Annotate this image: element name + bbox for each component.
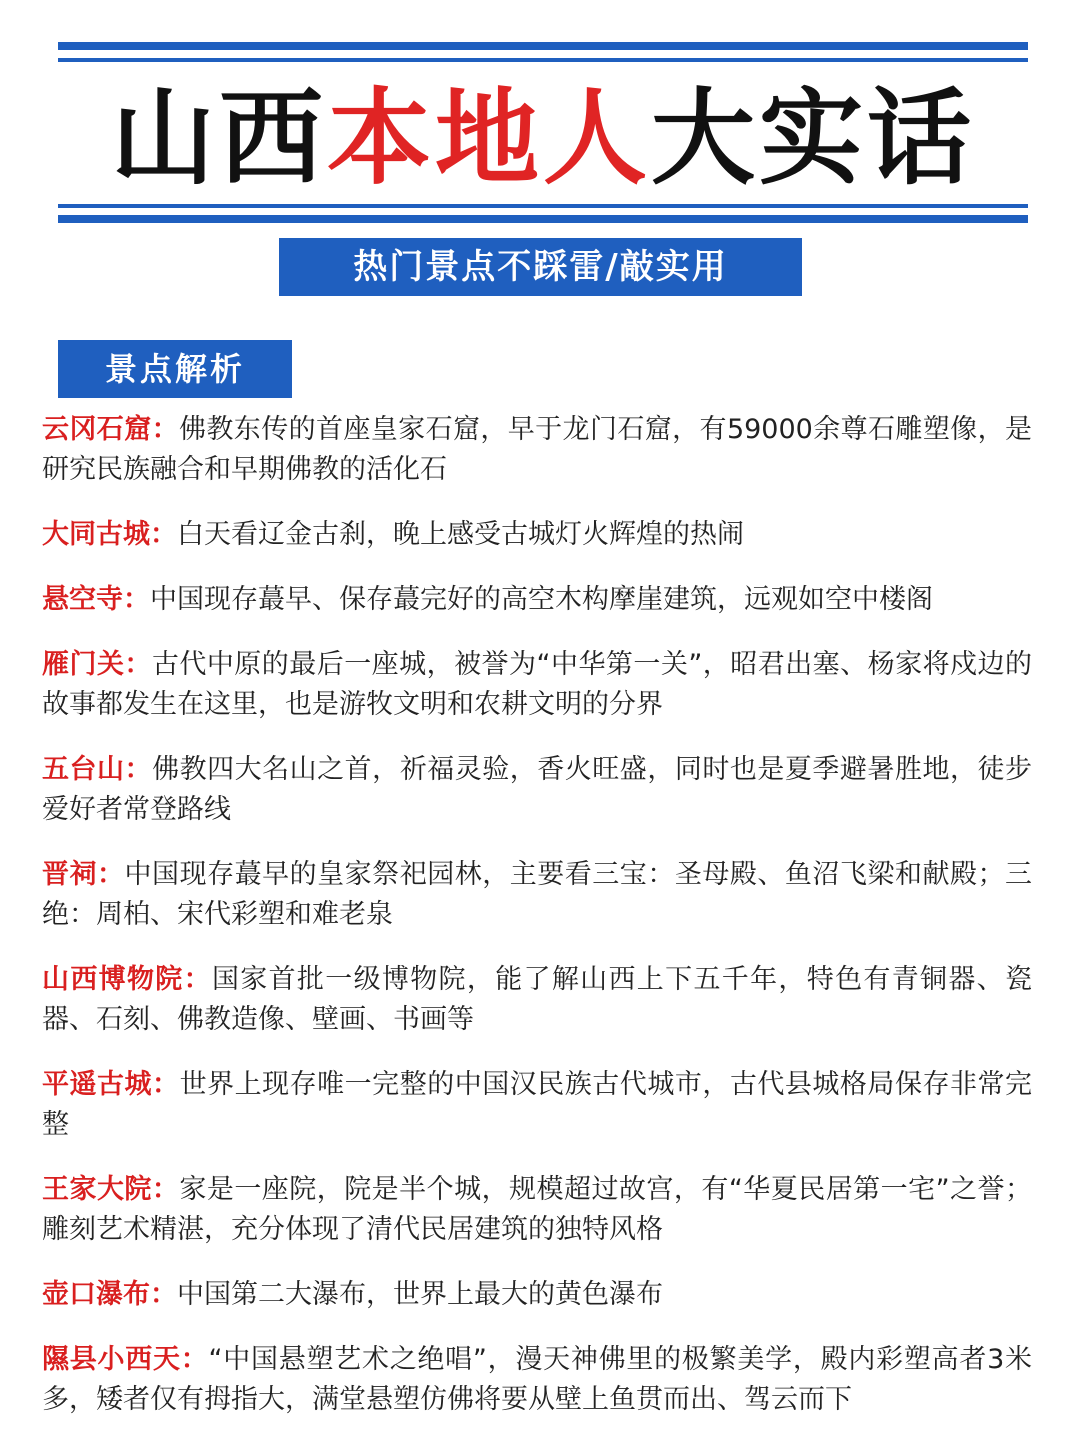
page-title (58, 78, 1028, 198)
item-name: 王家大院： (42, 1174, 180, 1205)
title-part-2: 大实话 (651, 77, 976, 199)
bottom-rule-thin (58, 204, 1028, 208)
item-text: 国家首批一级博物院，能了解山西上下五千年，特色有青铜器、瓷器、石刻、佛教造像、壁画、书画等 (42, 964, 1033, 1035)
attraction-list (42, 410, 1032, 1440)
item-text: 佛教东传的首座皇家石窟，早于龙门石窟，有59000余尊石雕塑像，是研究民族融合和早期佛教的活化石 (42, 414, 1033, 485)
item-name: 山西博物院： (42, 964, 212, 995)
item-name: 云冈石窟： (42, 414, 179, 445)
list-item (42, 750, 1032, 830)
item-name: 壶口瀑布： (42, 1279, 177, 1310)
item-text: 白天看辽金古刹，晚上感受古城灯火辉煌的热闹 (177, 519, 744, 550)
title-part-red: 本地人 (326, 77, 651, 199)
item-text: 佛教四大名山之首，祈福灵验，香火旺盛，同时也是夏季避暑胜地，徒步爱好者常登路线 (42, 754, 1033, 825)
item-text: “中国悬塑艺术之绝唱”，漫天神佛里的极繁美学，殿内彩塑高者3米多，矮者仅有拇指大，满堂悬塑仿佛将要从壁上鱼贯而出、驾云而下 (42, 1344, 1033, 1415)
list-item (42, 410, 1032, 490)
item-name: 五台山： (42, 754, 153, 785)
item-text: 古代中原的最后一座城，被誉为“中华第一关”，昭君出塞、杨家将戍边的故事都发生在这里，也是游牧文明和农耕文明的分界 (42, 649, 1032, 720)
top-rule-thin (58, 58, 1028, 62)
list-item (42, 1065, 1032, 1145)
list-item (42, 580, 1032, 620)
bottom-rule-thick (58, 215, 1028, 223)
subtitle-banner: 热门景点不踩雷/敲实用 (279, 238, 802, 296)
item-name: 雁门关： (42, 649, 152, 680)
list-item (42, 645, 1032, 725)
item-name: 大同古城： (42, 519, 177, 550)
item-name: 晋祠： (42, 859, 125, 890)
title-part-1: 山西 (110, 77, 327, 199)
list-item (42, 855, 1032, 935)
item-name: 悬空寺： (42, 584, 150, 615)
section-tag: 景点解析 (58, 340, 292, 398)
item-name: 隰县小西天： (42, 1344, 209, 1375)
list-item (42, 1170, 1032, 1250)
item-text: 家是一座院，院是半个城，规模超过故宫，有“华夏民居第一宅”之誉；雕刻艺术精湛，充分体现了清代民居建筑的独特风格 (42, 1174, 1033, 1245)
list-item (42, 515, 1032, 555)
item-text: 中国现存蕞早、保存蕞完好的高空木构摩崖建筑，远观如空中楼阁 (150, 584, 933, 615)
item-name: 平遥古城： (42, 1069, 180, 1100)
list-item (42, 1275, 1032, 1315)
item-text: 中国第二大瀑布，世界上最大的黄色瀑布 (177, 1279, 663, 1310)
list-item (42, 960, 1032, 1040)
list-item (42, 1340, 1032, 1420)
top-rule-thick (58, 42, 1028, 50)
item-text: 世界上现存唯一完整的中国汉民族古代城市，古代县城格局保存非常完整 (42, 1069, 1033, 1140)
item-text: 中国现存蕞早的皇家祭祀园林，主要看三宝：圣母殿、鱼沼飞梁和献殿；三绝：周柏、宋代彩塑和难老泉 (42, 859, 1033, 930)
